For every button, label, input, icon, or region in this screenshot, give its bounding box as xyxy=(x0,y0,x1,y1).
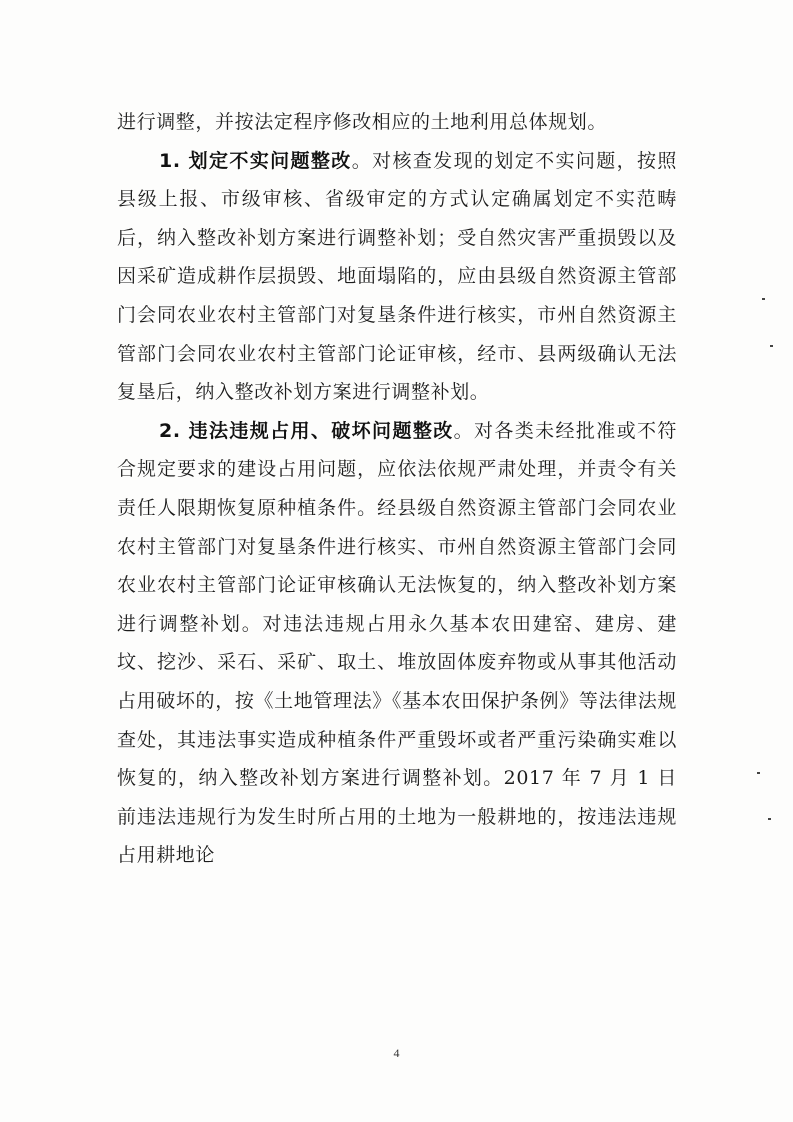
scan-speck xyxy=(757,772,760,774)
scan-speck xyxy=(768,818,771,820)
page-number: 4 xyxy=(393,1046,400,1060)
section-1-heading: 1. 划定不实问题整改 xyxy=(159,149,352,172)
section-2-body: 。对各类未经批准或不符合规定要求的建设占用问题，应依法依规严肃处理，并责令有关责任人限期恢复原种植条件。经县级自然资源主管部门会同农业农村主管部门对复垦条件进行核实、市州自然资源主管部门会同农业农村主管部门论证审核确认无法恢复的，纳入整改补划方案进行调整补划。对违法违规占用永久基本农田建窑、建房、建坟、挖沙、采石、采矿、取土、堆放固体废弃物或从事其他活动占用破坏的，按《土地管理法》《基本农田保护条例》等法律法规查处，其违法事实造成种植条件严重毁坏或者严重污染确实难以恢复的，纳入整改补划方案进行调整补划。2017 年 7 月 1 日前违法违规行为发生时所占用的土地为一般耕地的，按违法违规占用耕地论 xyxy=(117,419,678,867)
section-1-body: 。对核查发现的划定不实问题，按照县级上报、市级审核、省级审定的方式认定确属划定不实范畴后，纳入整改补划方案进行调整补划；受自然灾害严重损毁以及因采矿造成耕作层损毁、地面塌陷的，应由县级自然资源主管部门会同农业农村主管部门对复垦条件进行核实，市州自然资源主管部门会同农业农村主管部门论证审核，经市、县两级确认无法复垦后，纳入整改补划方案进行调整补划。 xyxy=(117,149,677,404)
scan-speck xyxy=(762,298,765,300)
section-2-heading: 2. 违法违规占用、破坏问题整改 xyxy=(159,419,454,442)
paragraph-continuation: 进行调整，并按法定程序修改相应的土地利用总体规划。 xyxy=(117,111,608,133)
document-body xyxy=(117,103,677,875)
scan-speck xyxy=(770,345,773,347)
paragraph-section-2 xyxy=(117,412,677,875)
paragraph-section-1 xyxy=(117,142,677,412)
